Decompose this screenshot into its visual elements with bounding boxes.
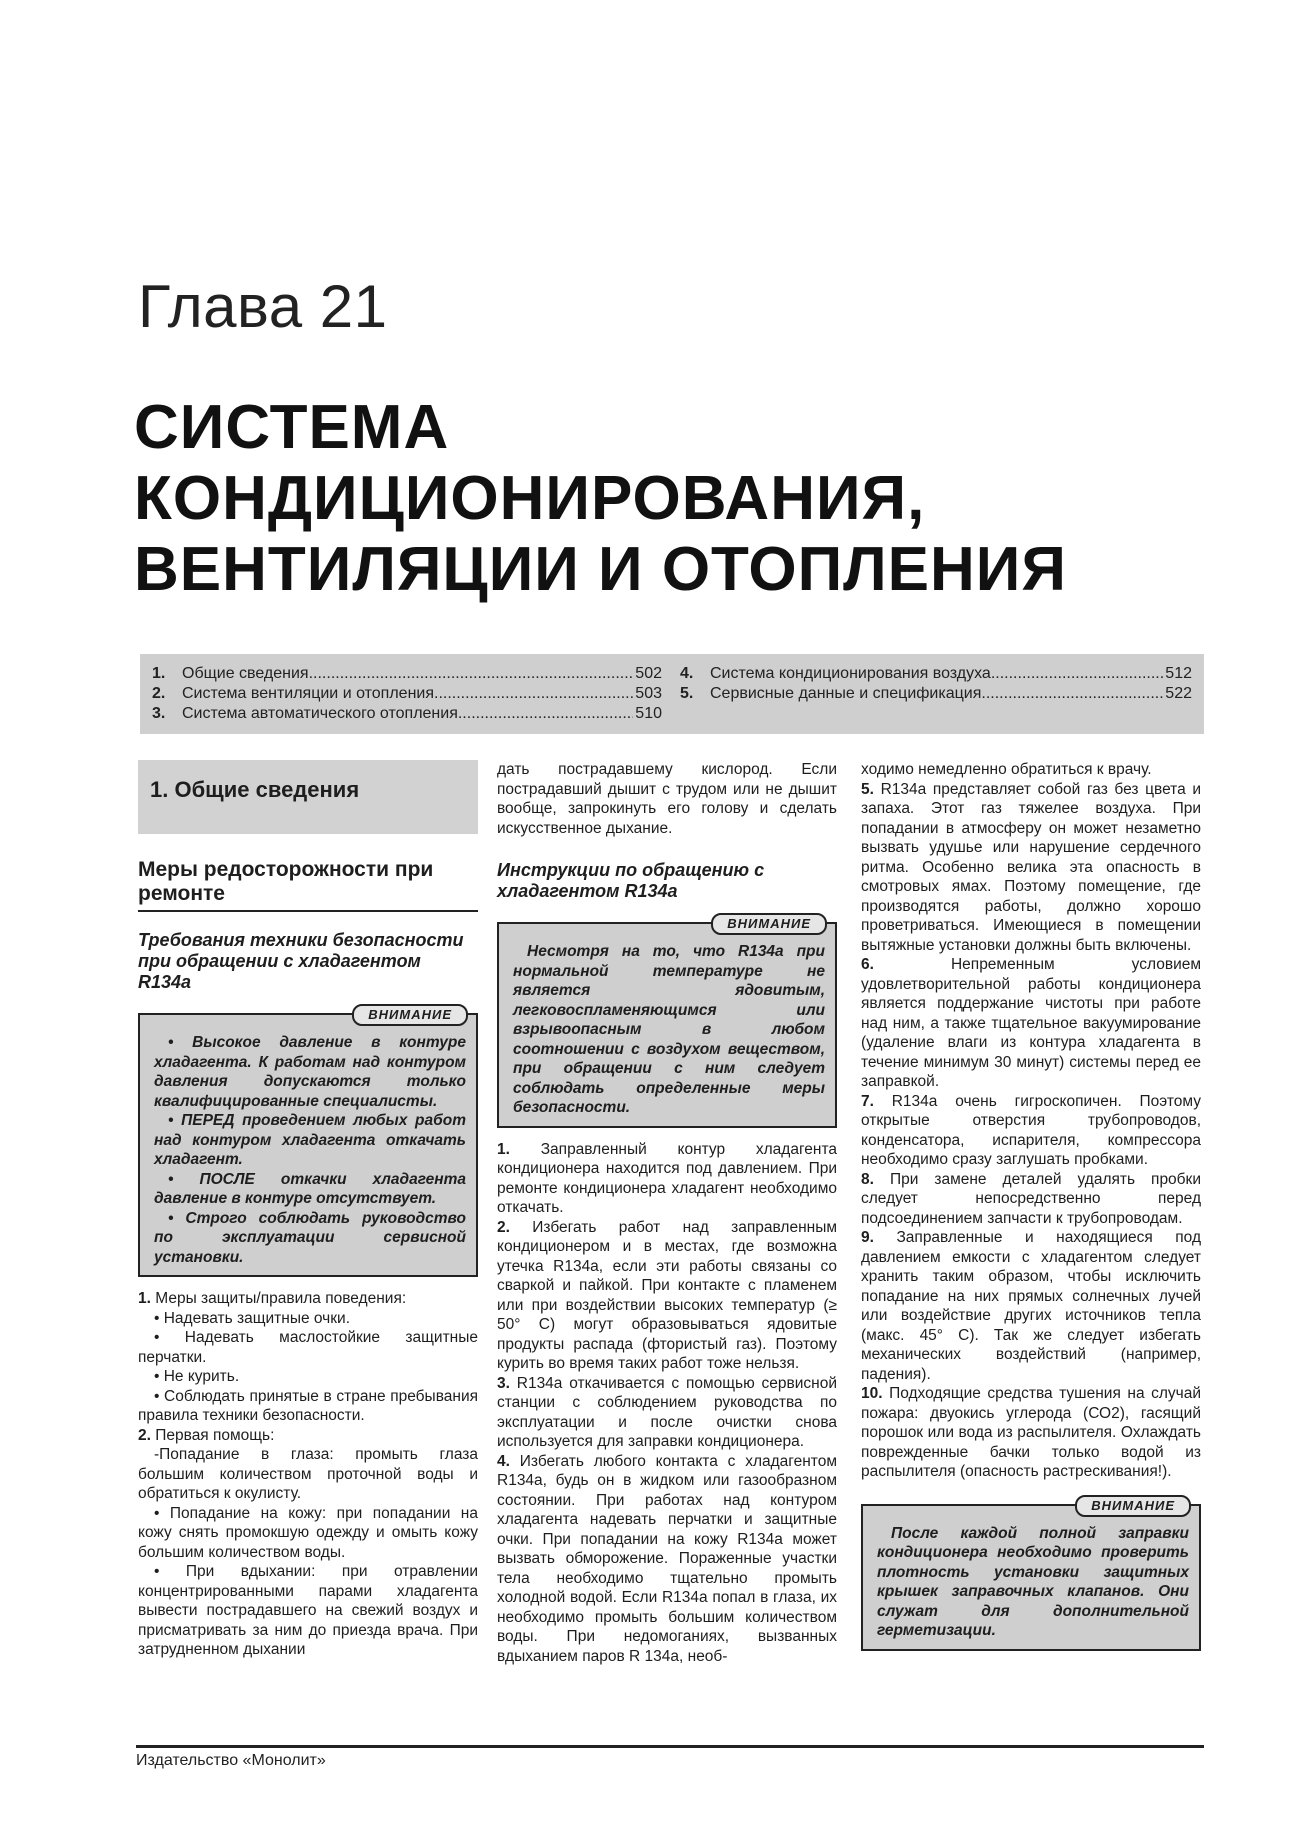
numbered-item <box>497 1374 837 1452</box>
item-text: Меры защиты/правила поведения: <box>155 1290 407 1307</box>
item-text: R134a очень гигроскопичен. Поэтому открытые отверстия трубопроводов, конденсатора, испарителя, компрессора необходимо сразу заглушать пробками. <box>861 1092 1201 1168</box>
toc-item-title: Система автоматического отопления <box>182 705 458 722</box>
item-text: Подходящие средства тушения на случай пожара: двуокись углерода (СО2), гасящий порошок или вода из распылителя. Охлаждать поврежденные бачки только водой из распылителя (опасность растрескивания!). <box>861 1385 1201 1480</box>
toc-item-page: 522 <box>1165 685 1192 702</box>
paragraph: ходимо немедленно обратиться к врачу. <box>861 761 1152 778</box>
numbered-item <box>497 1140 837 1218</box>
toc-item-number: 4. <box>680 665 694 682</box>
warning-label: ВНИМАНИЕ <box>352 1004 468 1026</box>
item-text: Заправленный контур хладагента кондиционера находится под давлением. При ремонте кондиционера хладагент необходимо откачать. <box>497 1140 837 1216</box>
toc-item-number: 1. <box>152 665 166 682</box>
item-text: При замене деталей удалять пробки следует непосредственно перед подсоединением запчасти к трубопроводам. <box>861 1170 1201 1227</box>
numbered-item <box>861 1384 1201 1482</box>
toc-dots <box>309 664 634 684</box>
item-text: Избегать любого контакта с хладагентом R134a, будь он в жидком или газообразном состоянии. При работах над контуром хладагента надевать перчатки и защитные очки. При попадании на кожу R134a может вызвать обморожение. Пораженные участки тела необходимо тщательно промыть холодной водой. Если R134a попал в глаза, их необходимо промыть большим количеством воды. При недомоганиях, вызванных вдыханием паров R 134a, необ- <box>497 1452 837 1665</box>
title-line: ВЕНТИЛЯЦИИ И ОТОПЛЕНИЯ <box>134 535 1067 604</box>
toc-item-title: Общие сведения <box>182 665 309 682</box>
item-number: 6. <box>861 956 874 973</box>
bullet-item: • Надевать маслостойкие защитные перчатки. <box>138 1329 478 1366</box>
item-number: 3. <box>497 1374 510 1392</box>
bullet-item: • Надевать защитные очки. <box>154 1309 350 1327</box>
paragraph: дать пострадавшему кислород. Если пострадавший дышит с трудом или не дышит вообще, запрокинуть его голову и сделать искусственное дыхание. <box>497 761 837 837</box>
footer-publisher: Издательство «Монолит» <box>136 1752 326 1769</box>
numbered-item <box>138 1426 478 1446</box>
toc-item-number: 2. <box>152 685 166 702</box>
title-line: КОНДИЦИОНИРОВАНИЯ, <box>134 464 926 533</box>
numbered-item <box>497 1452 837 1667</box>
item-number: 2. <box>138 1426 151 1444</box>
subsubsection-heading: Инструкции по обращению с хладагентом R134a <box>497 860 765 901</box>
paragraph: • При вдыхании: при отравлении концентрированными парами хладагента вывести пострадавшего на свежий воздух и присматривать за ним до приезда врача. При затрудненном дыхании <box>138 1563 478 1658</box>
toc-item[interactable] <box>152 664 662 684</box>
numbered-item <box>861 955 1201 1092</box>
subsection-heading: Меры редосторожности при ремонте <box>138 858 478 912</box>
section-heading: 1. Общие сведения <box>138 760 478 834</box>
subsubsection-heading: Требования техники безопасности при обращении с хладагентом R134a <box>138 930 464 992</box>
item-number: 1. <box>138 1290 151 1307</box>
item-text: Заправленные и находящиеся под давлением емкости с хладагентом следует хранить таким образом, чтобы исключить попадание на них прямых солнечных лучей или воздействие других источников тепла (макс. 45° С). Так же следует избегать механических воздействий (например, падения). <box>861 1229 1201 1383</box>
numbered-item <box>861 780 1201 956</box>
toc-dots <box>434 684 633 704</box>
warning-text: • ПЕРЕД проведением любых работ над контуром хладагента откачать хладагент. <box>154 1112 466 1168</box>
toc-item[interactable] <box>680 684 1192 704</box>
warning-text: • ПОСЛЕ откачки хладагента давление в контуре отсутствует. <box>154 1170 466 1207</box>
item-text: Непременным условием удовлетворительной работы кондиционера является поддержание чистоты при работе над ним, а также тщательное вакуумирование (удаление влаги из контура хладагента в течение минимум 30 минут) системы перед ее заправкой. <box>861 956 1201 1090</box>
column-3 <box>861 760 1201 1663</box>
toc-dots <box>458 704 633 724</box>
footer-divider <box>136 1745 1204 1748</box>
toc-item[interactable] <box>152 684 662 704</box>
numbered-item <box>861 1170 1201 1229</box>
toc-item[interactable] <box>152 704 662 724</box>
column-2 <box>497 760 837 1666</box>
item-number: 5. <box>861 780 874 798</box>
item-number: 1. <box>497 1140 510 1158</box>
table-of-contents <box>140 654 1204 734</box>
toc-dots <box>991 664 1163 684</box>
item-number: 4. <box>497 1452 510 1470</box>
item-text: Первая помощь: <box>155 1426 275 1444</box>
toc-item[interactable] <box>680 664 1192 684</box>
bullet-item: • Соблюдать принятые в стране пребывания правила техники безопасности. <box>138 1387 478 1424</box>
item-number: 2. <box>497 1218 510 1236</box>
warning-text: Несмотря на то, что R134a при нормальной температуре не является ядовитым, легковоспламеняющимся или взрывоопасным в любом соотношении с воздухом веществом, при обращении с ним следует соблюдать определенные меры безопасности. <box>513 943 825 1116</box>
chapter-title <box>134 392 1214 605</box>
toc-item-page: 510 <box>635 705 662 722</box>
paragraph: -Попадание в глаза: промыть глаза большим количеством проточной воды и обратиться к окулисту. <box>138 1446 478 1502</box>
warning-label: ВНИМАНИЕ <box>711 913 827 935</box>
toc-item-page: 512 <box>1165 665 1192 682</box>
paragraph: • Попадание на кожу: при попадании на кожу снять промокшую одежду и омыть кожу большим количеством воды. <box>138 1504 478 1561</box>
item-text: R134a представляет собой газ без цвета и запаха. Этот газ тяжелее воздуха. При попадании в атмосферу он может незаметно вызвать удушье или нарушение сердечного ритма. Особенно велика эта опасность в смотровых ямах. Поэтому помещение, где производятся работы, должно хорошо проветриваться. Имеющиеся в помещении вытяжные установки должны быть включены. <box>861 780 1201 954</box>
warning-text: • Высокое давление в контуре хладагента. К работам над контуром давления допускаются только квалифицированные специалисты. <box>154 1034 466 1110</box>
title-line: СИСТЕМА <box>134 393 450 462</box>
toc-item-number: 5. <box>680 685 694 702</box>
toc-item-title: Сервисные данные и спецификация <box>710 685 982 702</box>
numbered-item <box>138 1289 478 1309</box>
warning-text: После каждой полной заправки кондиционера необходимо проверить плотность установки защитных крышек заправочных клапанов. Они служат для дополнительной герметизации. <box>877 1524 1189 1639</box>
warning-text: • Строго соблюдать руководство по эксплуатации сервисной установки. <box>154 1209 466 1266</box>
item-text: R134a откачивается с помощью сервисной станции с соблюдением руководства по эксплуатации и после очистки снова используется для заправки кондиционера. <box>497 1374 837 1450</box>
toc-item-title: Система кондиционирования воздуха <box>710 665 991 682</box>
toc-dots <box>981 684 1163 704</box>
toc-item-title: Система вентиляции и отопления <box>182 685 434 702</box>
toc-item-page: 502 <box>635 665 662 682</box>
toc-item-page: 503 <box>635 685 662 702</box>
item-number: 7. <box>861 1092 874 1110</box>
item-number: 8. <box>861 1170 874 1188</box>
toc-right-column <box>680 664 1192 704</box>
bullet-item: • Не курить. <box>154 1368 240 1385</box>
item-number: 10. <box>861 1385 883 1402</box>
item-text: Избегать работ над заправленным кондиционером и в местах, где возможна утечка R134a, если эти работы связаны со сваркой и пайкой. При контакте с пламенем или при воздействии высоких температур (≥ 50° С) могут образовываться ядовитые продукты распада (фтористый газ). Поэтому курить во время таких работ тоже нельзя. <box>497 1218 837 1372</box>
numbered-item <box>861 1092 1201 1170</box>
warning-box <box>138 1007 478 1277</box>
numbered-item <box>861 1228 1201 1384</box>
warning-box <box>861 1497 1201 1651</box>
warning-box <box>497 916 837 1128</box>
toc-item-number: 3. <box>152 705 166 722</box>
chapter-label: Глава 21 <box>138 273 388 340</box>
warning-label: ВНИМАНИЕ <box>1075 1495 1191 1517</box>
toc-left-column <box>152 664 662 724</box>
numbered-item <box>497 1218 837 1374</box>
item-number: 9. <box>861 1229 874 1246</box>
column-1 <box>138 760 478 1660</box>
